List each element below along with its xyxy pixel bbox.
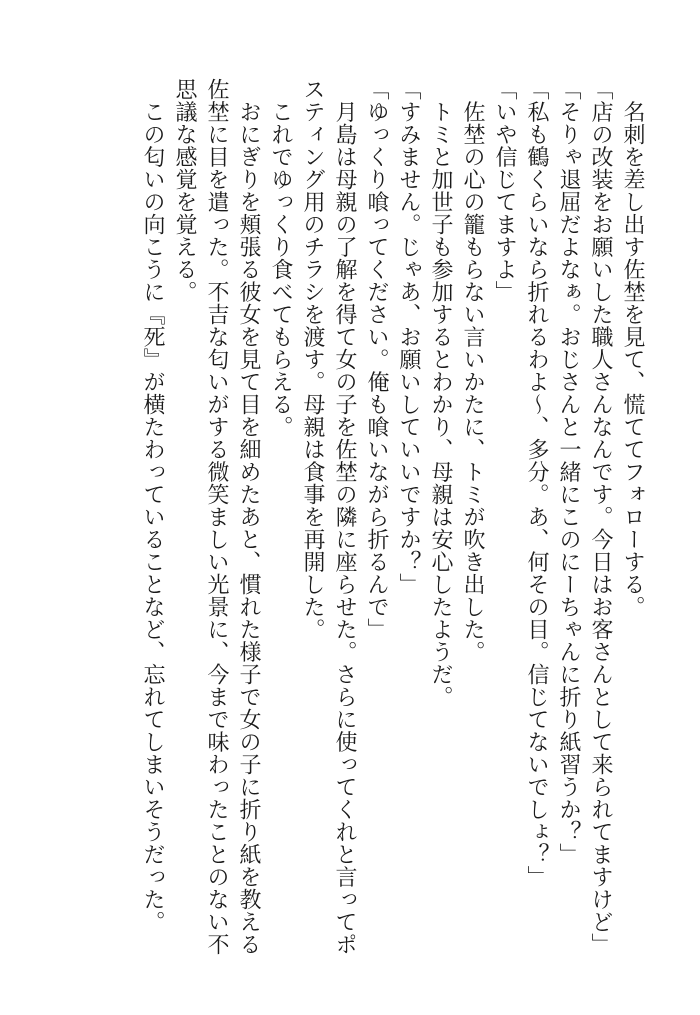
paragraph-13: この匂いの向こうに『死』が横たわっていることなど、忘れてしまいそうだった。	[140, 78, 165, 933]
paragraph-1: 名刺を差し出す佐埜を見て、慌ててフォローする。	[620, 78, 645, 618]
vertical-text-body	[48, 78, 648, 958]
paragraph-3: 「そりゃ退屈だよなぁ。おじさんと一緒にこのにーちゃんに折り紙習うか？」	[556, 78, 581, 866]
paragraph-5: 「いや信じてますよ」	[492, 78, 517, 303]
paragraph-11: これでゆっくり食べてもらえる。	[268, 78, 293, 438]
paragraph-2: 「店の改装をお願いした職人さんなんです。今日はお客さんとして来られてますけど」	[588, 78, 613, 956]
paragraph-4: 「私も鶴くらいなら折れるわよ〜、多分。あ、何その目。信じてないでしょ？」	[524, 78, 549, 888]
paragraph-6: 佐埜の心の籠もらない言いかたに、トミが吹き出した。	[460, 78, 485, 663]
paragraph-10: 月島は母親の了解を得て女の子を佐埜の隣に座らせた。さらに使ってくれと言ってポスティング用のチラシを渡す。母親は食事を再開した。	[300, 78, 357, 956]
paragraph-12: おにぎりを頬張る彼女を見て目を細めたあと、慣れた様子で女の子に折り紙を教える佐埜に目を遣った。不吉な匂いがする微笑ましい光景に、今まで味わったことのない不思議な感覚を覚える。	[172, 78, 261, 956]
paragraph-8: 「すみません。じゃあ、お願いしていいですか？」	[396, 78, 421, 596]
paragraph-9: 「ゆっくり喰ってください。俺も喰いながら折るんで」	[364, 78, 389, 641]
paragraph-7: トミと加世子も参加するとわかり、母親は安心したようだ。	[428, 78, 453, 708]
